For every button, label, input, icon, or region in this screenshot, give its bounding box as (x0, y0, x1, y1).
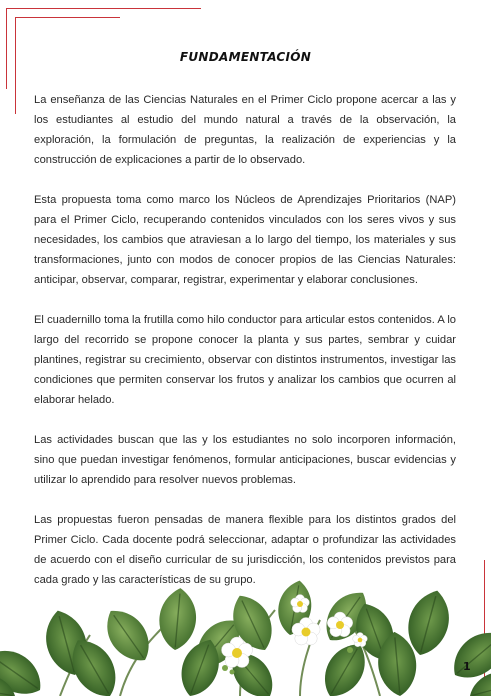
page-title: FUNDAMENTACIÓN (179, 50, 312, 64)
paragraph: Las actividades buscan que las y los estudiantes no solo incorporen información, sino que puedan investigar fenómenos, formular anticipaciones, buscar evidencias y utilizar lo aprendido para resolver nuevos problemas. (34, 434, 456, 486)
page-number: 1 (463, 660, 471, 673)
paragraph: La enseñanza de las Ciencias Naturales en el Primer Ciclo propone acercar a las y los estudiantes al estudio del mundo natural a través de la observación, la exploración, la formulación de preguntas, la realización de experiencias y la construcción de explicaciones a partir de lo observado. (34, 94, 456, 166)
frame-top-left-vertical (6, 8, 7, 89)
body-text (34, 90, 456, 610)
paragraph: Las propuestas fueron pensadas de manera flexible para los distintos grados del Primer Ciclo. Cada docente podrá seleccionar, adaptar o profundizar las actividades de acuerdo con el diseño curricular de su jurisdicción, los contenidos previstos para cada grado y las características de su grupo. (34, 514, 456, 586)
paragraph: Esta propuesta toma como marco los Núcleos de Aprendizajes Prioritarios (NAP) para el Primer Ciclo, recuperando contenidos vinculados con los seres vivos y sus necesidades, los cambios que atraviesan a lo largo del tiempo, los materiales y sus transformaciones, junto con modos de conocer propios de las Ciencias Naturales: anticipar, observar, comparar, registrar, experimentar y elaborar conclusiones. (34, 194, 456, 286)
frame-top-left-horizontal (6, 8, 201, 9)
frame-top-left-inner-horizontal (15, 17, 120, 18)
paragraph: El cuadernillo toma la frutilla como hilo conductor para articular estos contenidos. A lo largo del recorrido se propone conocer la planta y sus partes, sembrar y cuidar plantines, registrar su crecimiento, observar con distintos instrumentos, investigar las condiciones que permiten conservar los frutos y analizar los cambios que ocurren al elaborar helado. (34, 314, 456, 406)
strawberry-plant-icon (0, 580, 491, 696)
frame-top-left-inner-vertical (15, 17, 16, 114)
